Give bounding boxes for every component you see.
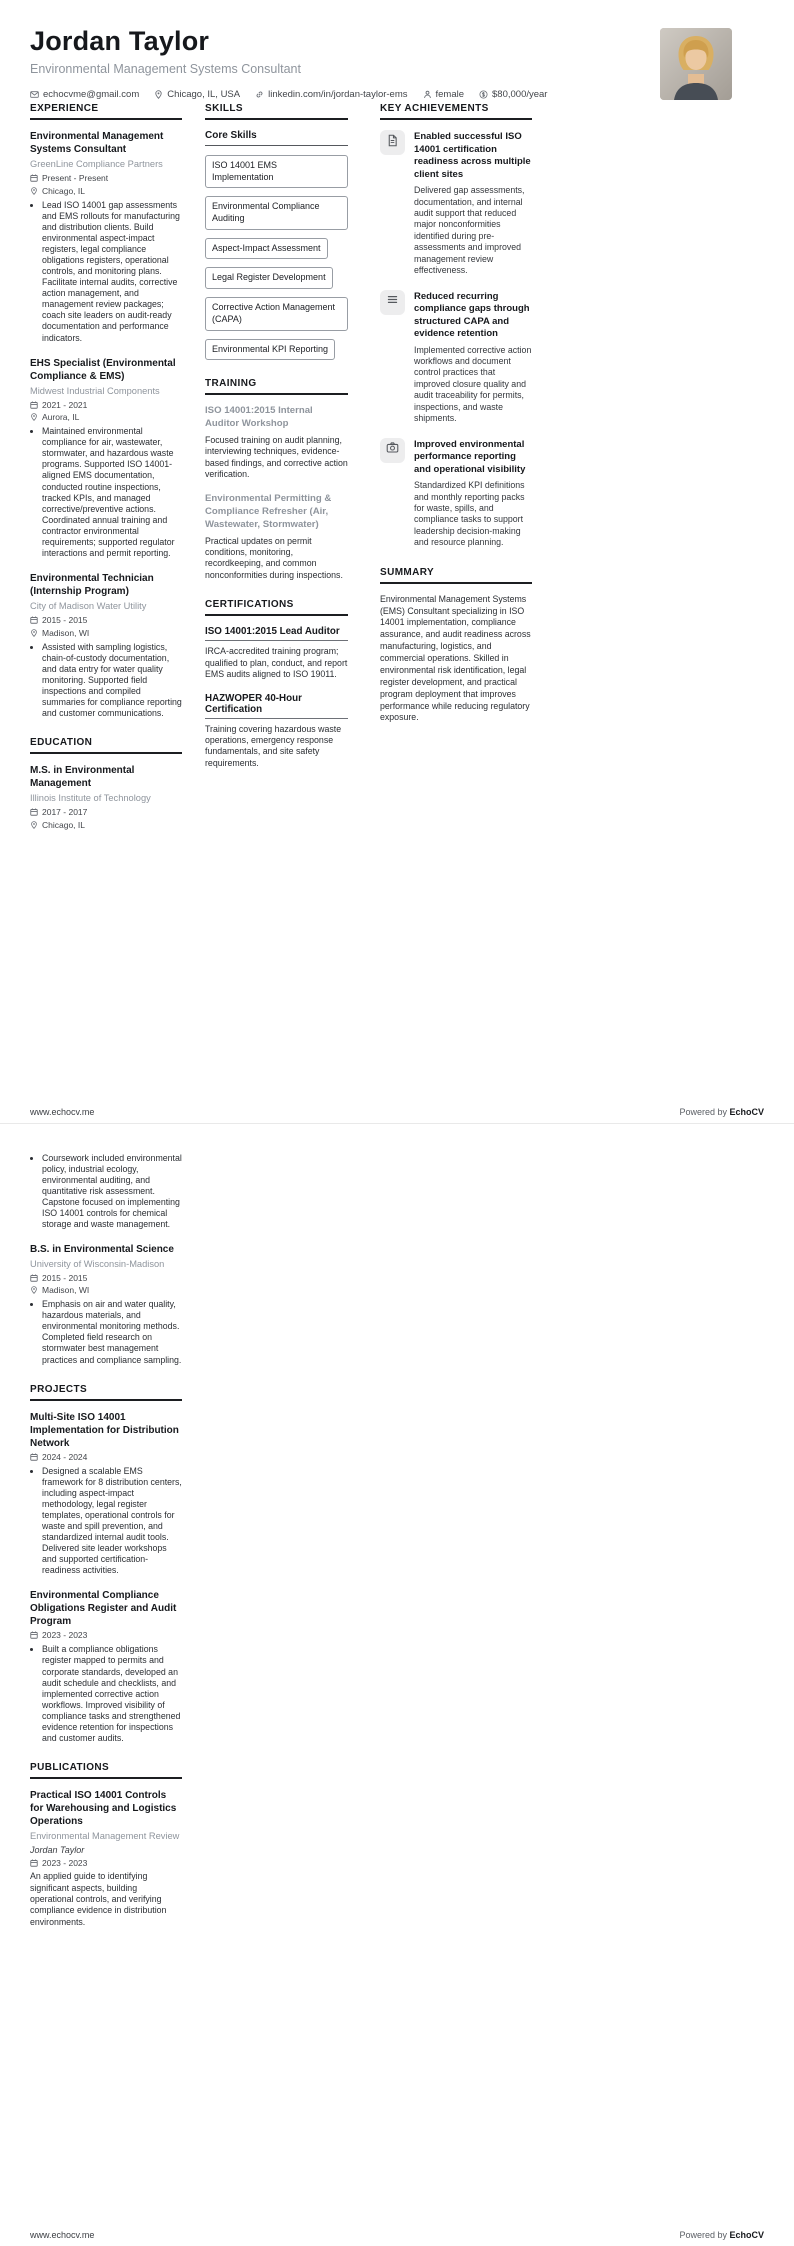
footer-brand: EchoCV	[729, 1107, 764, 1117]
bullet-item: • Designed a scalable EMS framework for 8 distribution centers, including aspect-impact methodology, legal register templates, operational controls for waste and spill prevention, and standardized internal audit tools. Delivered site leader workshops and supported certification-readiness activities.	[42, 1466, 182, 1577]
publications-section	[30, 1762, 182, 1928]
footer-site-link[interactable]: www.echocv.me	[30, 2230, 95, 2240]
certification-entry	[205, 626, 348, 680]
entry-location	[30, 628, 182, 638]
entry-title: M.S. in Environmental Management	[30, 765, 135, 790]
calendar-icon	[30, 174, 38, 182]
entry-dates	[30, 1630, 182, 1640]
entry-dates-text: Present - Present	[42, 173, 109, 184]
summary-heading: SUMMARY	[380, 567, 532, 584]
contact-linkedin-text: linkedin.com/in/jordan-taylor-ems	[268, 89, 408, 100]
entry-company: GreenLine Compliance Partners	[30, 159, 163, 169]
training-entry	[205, 405, 348, 481]
training-title: Environmental Permitting & Compliance Refresher (Air, Wastewater, Stormwater)	[205, 492, 332, 530]
entry-dates	[30, 807, 182, 817]
achievement-icon-box	[380, 130, 405, 155]
summary-text: Environmental Management Systems (EMS) Consultant specializing in ISO 14001 implementation, compliance assurance, and audit readiness across manufacturing, logistics, and commercial operations. Skilled in environmental risk identification, legal register development, and practical program deployment that improves performance while reducing regulatory exposure.	[380, 593, 531, 723]
entry-dates-text: 2024 - 2024	[42, 1451, 88, 1462]
entry-title: Multi-Site ISO 14001 Implementation for Distribution Network	[30, 1411, 179, 1449]
calendar-icon	[30, 1859, 38, 1867]
training-description: Practical updates on permit conditions, monitoring, recordkeeping, and common nonconformities during inspections.	[205, 535, 343, 580]
skill-tag: ISO 14001 EMS Implementation	[205, 155, 348, 188]
entry-location	[30, 820, 182, 830]
bullet-item: • Assisted with sampling logistics, chain-of-custody documentation, and data entry for water quality monitoring. Supported field inspections and compiled summaries for compliance reporting and customer communications.	[42, 642, 182, 720]
certification-title: ISO 14001:2015 Lead Auditor	[205, 626, 348, 641]
skill-tag: Legal Register Development	[205, 267, 333, 289]
person-icon	[423, 90, 432, 99]
project-entry	[30, 1589, 182, 1744]
achievement-item	[380, 290, 532, 425]
calendar-icon	[30, 401, 38, 409]
page-2	[0, 1123, 794, 2246]
footer-powered	[679, 2230, 764, 2240]
location-icon	[30, 1286, 38, 1294]
entry-location-text: Madison, WI	[42, 1285, 90, 1296]
entry-location	[30, 1285, 182, 1295]
education-continued-section	[30, 1153, 182, 1366]
certifications-heading: CERTIFICATIONS	[205, 599, 348, 616]
education-section	[30, 737, 182, 830]
email-icon	[30, 90, 39, 99]
calendar-icon	[30, 1274, 38, 1282]
training-description: Focused training on audit planning, interviewing techniques, evidence-based findings, and corrective action verification.	[205, 435, 348, 480]
publication-entry	[30, 1789, 182, 1928]
contact-location-text: Chicago, IL, USA	[167, 89, 241, 100]
skill-tag: Environmental Compliance Auditing	[205, 196, 348, 229]
achievement-icon-box	[380, 438, 405, 463]
entry-dates-text: 2017 - 2017	[42, 807, 88, 818]
skills-group-label: Core Skills	[205, 130, 348, 146]
contact-linkedin[interactable]	[255, 89, 407, 100]
footer-powered	[679, 1107, 764, 1117]
achievement-description: Delivered gap assessments, documentation, and internal audit support that reduced major nonconformities identified during pre-assessments and improved management review effectiveness.	[414, 185, 525, 276]
skill-tag: Aspect-Impact Assessment	[205, 238, 328, 260]
certification-entry	[205, 693, 348, 770]
contact-gender	[423, 89, 465, 100]
entry-title: B.S. in Environmental Science	[30, 1243, 174, 1255]
contact-gender-text: female	[435, 89, 465, 100]
entry-location	[30, 412, 182, 422]
location-icon	[30, 629, 38, 637]
right-column	[380, 103, 532, 742]
entry-bullets	[30, 1299, 182, 1365]
experience-entry	[30, 357, 182, 560]
entry-bullets	[30, 426, 182, 559]
achievement-item	[380, 130, 532, 277]
camera-icon	[386, 441, 399, 459]
entry-school: Illinois Institute of Technology	[30, 793, 151, 804]
entry-dates-text: 2023 - 2023	[42, 1630, 88, 1641]
calendar-icon	[30, 1453, 38, 1461]
candidate-headline: Environmental Management Systems Consultant	[30, 62, 301, 76]
publications-heading: PUBLICATIONS	[30, 1762, 182, 1779]
bullet-item: • Lead ISO 14001 gap assessments and EMS rollouts for manufacturing and distribution clients. Build environmental aspect-impact registers, legal compliance obligations registers, operational controls, and monitoring plans. Facilitate internal audits, corrective action management, and management review packages; coach site leaders on audit-ready documentation and performance indicators.	[42, 200, 182, 344]
education-entry	[30, 764, 182, 830]
certifications-section	[205, 599, 348, 769]
entry-title: Environmental Compliance Obligations Register and Audit Program	[30, 1590, 177, 1628]
certification-description: IRCA-accredited training program; qualified to plan, conduct, and report EMS audits aligned to ISO 19011.	[205, 646, 348, 680]
experience-entry	[30, 572, 182, 719]
contact-salary	[479, 89, 547, 100]
project-entry	[30, 1411, 182, 1577]
entry-dates	[30, 1273, 182, 1283]
location-icon	[154, 90, 163, 99]
projects-section	[30, 1384, 182, 1744]
middle-column	[205, 103, 348, 787]
location-icon	[30, 413, 38, 421]
page-footer	[30, 2230, 764, 2240]
training-section	[205, 378, 348, 581]
achievements-heading: KEY ACHIEVEMENTS	[380, 103, 532, 120]
calendar-icon	[30, 616, 38, 624]
publication-journal: Environmental Management Review	[30, 1831, 180, 1842]
footer-brand: EchoCV	[729, 2230, 764, 2240]
location-icon	[30, 821, 38, 829]
entry-dates	[30, 1452, 182, 1462]
achievement-icon-box	[380, 290, 405, 315]
entry-bullets	[30, 1644, 182, 1744]
contact-email[interactable]	[30, 89, 139, 100]
entry-dates	[30, 173, 182, 183]
left-column-page2	[30, 1153, 182, 1946]
skill-tag: Corrective Action Management (CAPA)	[205, 297, 348, 330]
achievement-title: Enabled successful ISO 14001 certification readiness across multiple client sites	[414, 131, 531, 180]
calendar-icon	[30, 1631, 38, 1639]
contact-salary-text: $80,000/year	[492, 89, 548, 100]
publication-authors: Jordan Taylor	[30, 1845, 85, 1856]
achievements-section	[380, 103, 532, 549]
entry-dates	[30, 400, 182, 410]
entry-location	[30, 186, 182, 196]
entry-dates-text: 2015 - 2015	[42, 615, 88, 626]
contact-email-text: echocvme@gmail.com	[43, 89, 140, 100]
achievement-description: Implemented corrective action workflows and document control practices that improved closure quality and audit traceability for permits, inspections, and waste shipments.	[414, 344, 532, 424]
entry-bullets	[30, 200, 182, 344]
entry-dates	[30, 1858, 182, 1868]
contact-location	[154, 89, 240, 100]
certification-description: Training covering hazardous waste operations, emergency response fundamentals, and site safety requirements.	[205, 723, 342, 768]
skill-tag: Environmental KPI Reporting	[205, 339, 335, 361]
entry-location-text: Chicago, IL	[42, 185, 85, 196]
training-entry	[205, 493, 348, 582]
achievement-item	[380, 438, 532, 549]
projects-heading: PROJECTS	[30, 1384, 182, 1401]
entry-title: Environmental Management Systems Consultant	[30, 131, 164, 155]
calendar-icon	[30, 808, 38, 816]
training-title: ISO 14001:2015 Internal Auditor Workshop	[205, 405, 313, 430]
left-column	[30, 103, 182, 848]
page-footer	[30, 1107, 764, 1117]
summary-section	[380, 567, 532, 725]
bullet-item: • Coursework included environmental policy, industrial ecology, environmental auditing, and quantitative risk assessment. Capstone focused on implementing ISO 14001 controls for chemical storage and waste management.	[42, 1153, 182, 1231]
bullet-item: • Emphasis on air and water quality, hazardous materials, and environmental monitoring methods. Completed field research on stormwater best management practices and compliance sampling.	[42, 1299, 182, 1365]
entry-dates-text: 2023 - 2023	[42, 1858, 88, 1869]
achievement-title: Improved environmental performance reporting and operational visibility	[414, 438, 526, 475]
footer-powered-prefix: Powered by	[679, 1107, 727, 1117]
entry-company: City of Madison Water Utility	[30, 601, 147, 612]
resume-header	[30, 26, 764, 100]
entry-school: University of Wisconsin-Madison	[30, 1258, 165, 1269]
experience-section	[30, 103, 182, 719]
publication-description: An applied guide to identifying significant aspects, building operational controls, and verifying compliance evidence in distribution environments.	[30, 1871, 167, 1927]
entry-location-text: Chicago, IL	[42, 819, 85, 830]
entry-dates-text: 2021 - 2021	[42, 399, 88, 410]
certification-title: HAZWOPER 40-Hour Certification	[205, 693, 348, 719]
entry-company: Midwest Industrial Components	[30, 385, 160, 396]
education-heading: EDUCATION	[30, 737, 182, 754]
entry-dates-text: 2015 - 2015	[42, 1272, 88, 1283]
footer-site-link[interactable]: www.echocv.me	[30, 1107, 95, 1117]
skills-section	[205, 103, 348, 360]
achievement-title: Reduced recurring compliance gaps through structured CAPA and evidence retention	[414, 290, 530, 340]
entry-dates	[30, 615, 182, 625]
entry-bullets	[30, 642, 182, 720]
experience-heading: EXPERIENCE	[30, 103, 182, 120]
location-icon	[30, 187, 38, 195]
experience-entry	[30, 130, 182, 344]
entry-title: Practical ISO 14001 Controls for Warehousing and Logistics Operations	[30, 1790, 177, 1828]
link-icon	[255, 90, 264, 99]
entry-title: Environmental Technician (Internship Program)	[30, 573, 154, 598]
entry-location-text: Madison, WI	[42, 627, 90, 638]
bullet-item: • Built a compliance obligations register mapped to permits and corporate standards, developed an audit schedule and checklists, and implemented corrective action workflows. Improved visibility of compliance tasks and strengthened evidence retention for inspections and customer audits.	[42, 1644, 182, 1744]
achievement-description: Standardized KPI definitions and monthly reporting packs for waste, spills, and compliance tasks to support leadership decision-making and resource planning.	[414, 480, 525, 548]
footer-powered-prefix: Powered by	[679, 2230, 727, 2240]
bullet-item: • Maintained environmental compliance for air, wastewater, stormwater, and hazardous waste programs. Supported ISO 14001-aligned EMS documentation, conducted routine inspections, tracked KPIs, and managed corrective/preventive actions. Coordinated annual training and contractor environmental requirements; supported regulator interactions and permit reporting.	[42, 426, 182, 559]
training-heading: TRAINING	[205, 378, 348, 395]
entry-bullets	[30, 1153, 182, 1231]
candidate-name: Jordan Taylor	[30, 26, 210, 56]
contact-row	[30, 89, 764, 100]
document-icon	[386, 134, 399, 152]
entry-location-text: Aurora, IL	[42, 412, 80, 423]
entry-title: EHS Specialist (Environmental Compliance & EMS)	[30, 357, 176, 382]
skills-heading: SKILLS	[205, 103, 348, 120]
profile-photo	[660, 28, 732, 100]
education-entry	[30, 1243, 182, 1366]
salary-icon	[479, 90, 488, 99]
list-icon	[386, 293, 399, 311]
entry-bullets	[30, 1466, 182, 1577]
